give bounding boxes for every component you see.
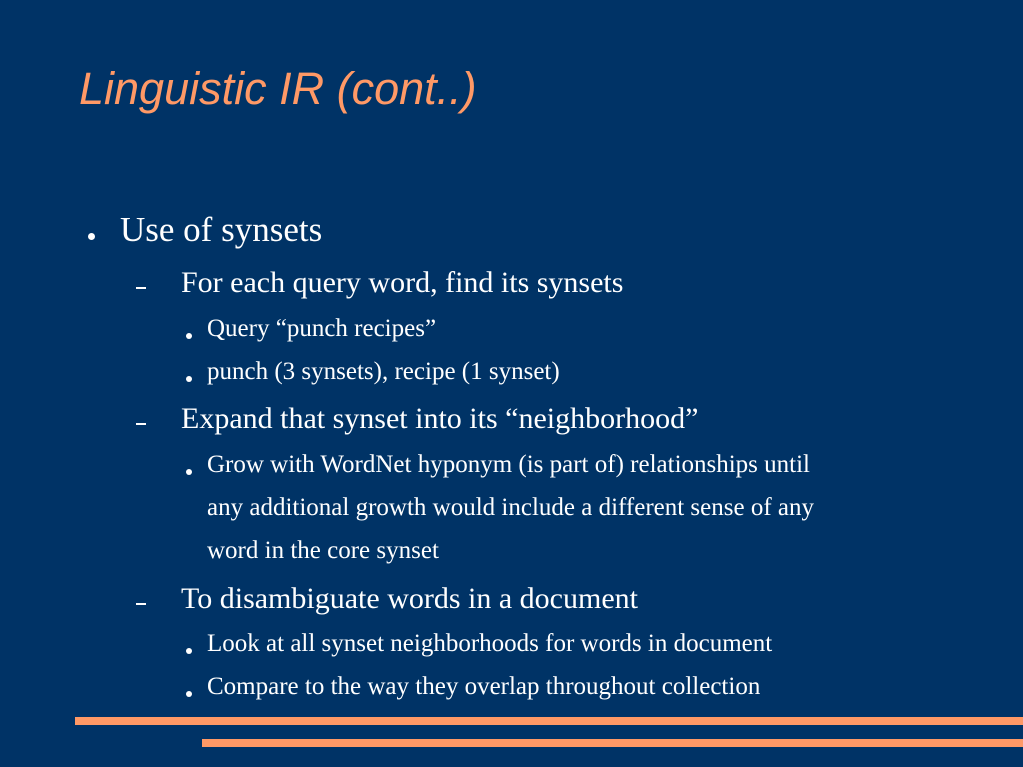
dash-icon xyxy=(136,287,146,289)
bullet-level2-text: For each query word, find its synsets xyxy=(181,266,624,299)
bullet-dot-icon xyxy=(186,333,192,339)
bullet-level1-text: Use of synsets xyxy=(120,210,323,249)
bullet-dot-icon xyxy=(186,469,192,475)
slide-title: Linguistic IR (cont..) xyxy=(79,63,477,114)
bullet-level2-text: To disambiguate words in a document xyxy=(181,582,638,615)
bullet-level3-text-line1: Grow with WordNet hyponym (is part of) relationships until xyxy=(207,451,811,478)
dash-icon xyxy=(136,423,146,425)
bullet-level3-text-line2: any additional growth would include a different sense of any xyxy=(207,494,815,521)
bullet-dot-icon xyxy=(186,691,192,697)
bullet-level3-text: Query “punch recipes” xyxy=(207,315,437,342)
bullet-level2-text: Expand that synset into its “neighborhood” xyxy=(181,402,699,435)
bullet-dot-icon xyxy=(186,376,192,382)
bullet-level3-text: punch (3 synsets), recipe (1 synset) xyxy=(207,358,560,385)
bullet-dot-icon xyxy=(186,648,192,654)
decorative-bar-lower xyxy=(202,739,1023,747)
bullet-level3-text: Compare to the way they overlap throughout collection xyxy=(207,673,761,700)
bullet-level3-text: Look at all synset neighborhoods for words in document xyxy=(207,630,773,657)
bullet-dot-icon xyxy=(88,233,95,240)
dash-icon xyxy=(136,603,146,605)
decorative-bar-upper xyxy=(75,717,1023,725)
bullet-level3-text-line3: word in the core synset xyxy=(207,537,439,564)
